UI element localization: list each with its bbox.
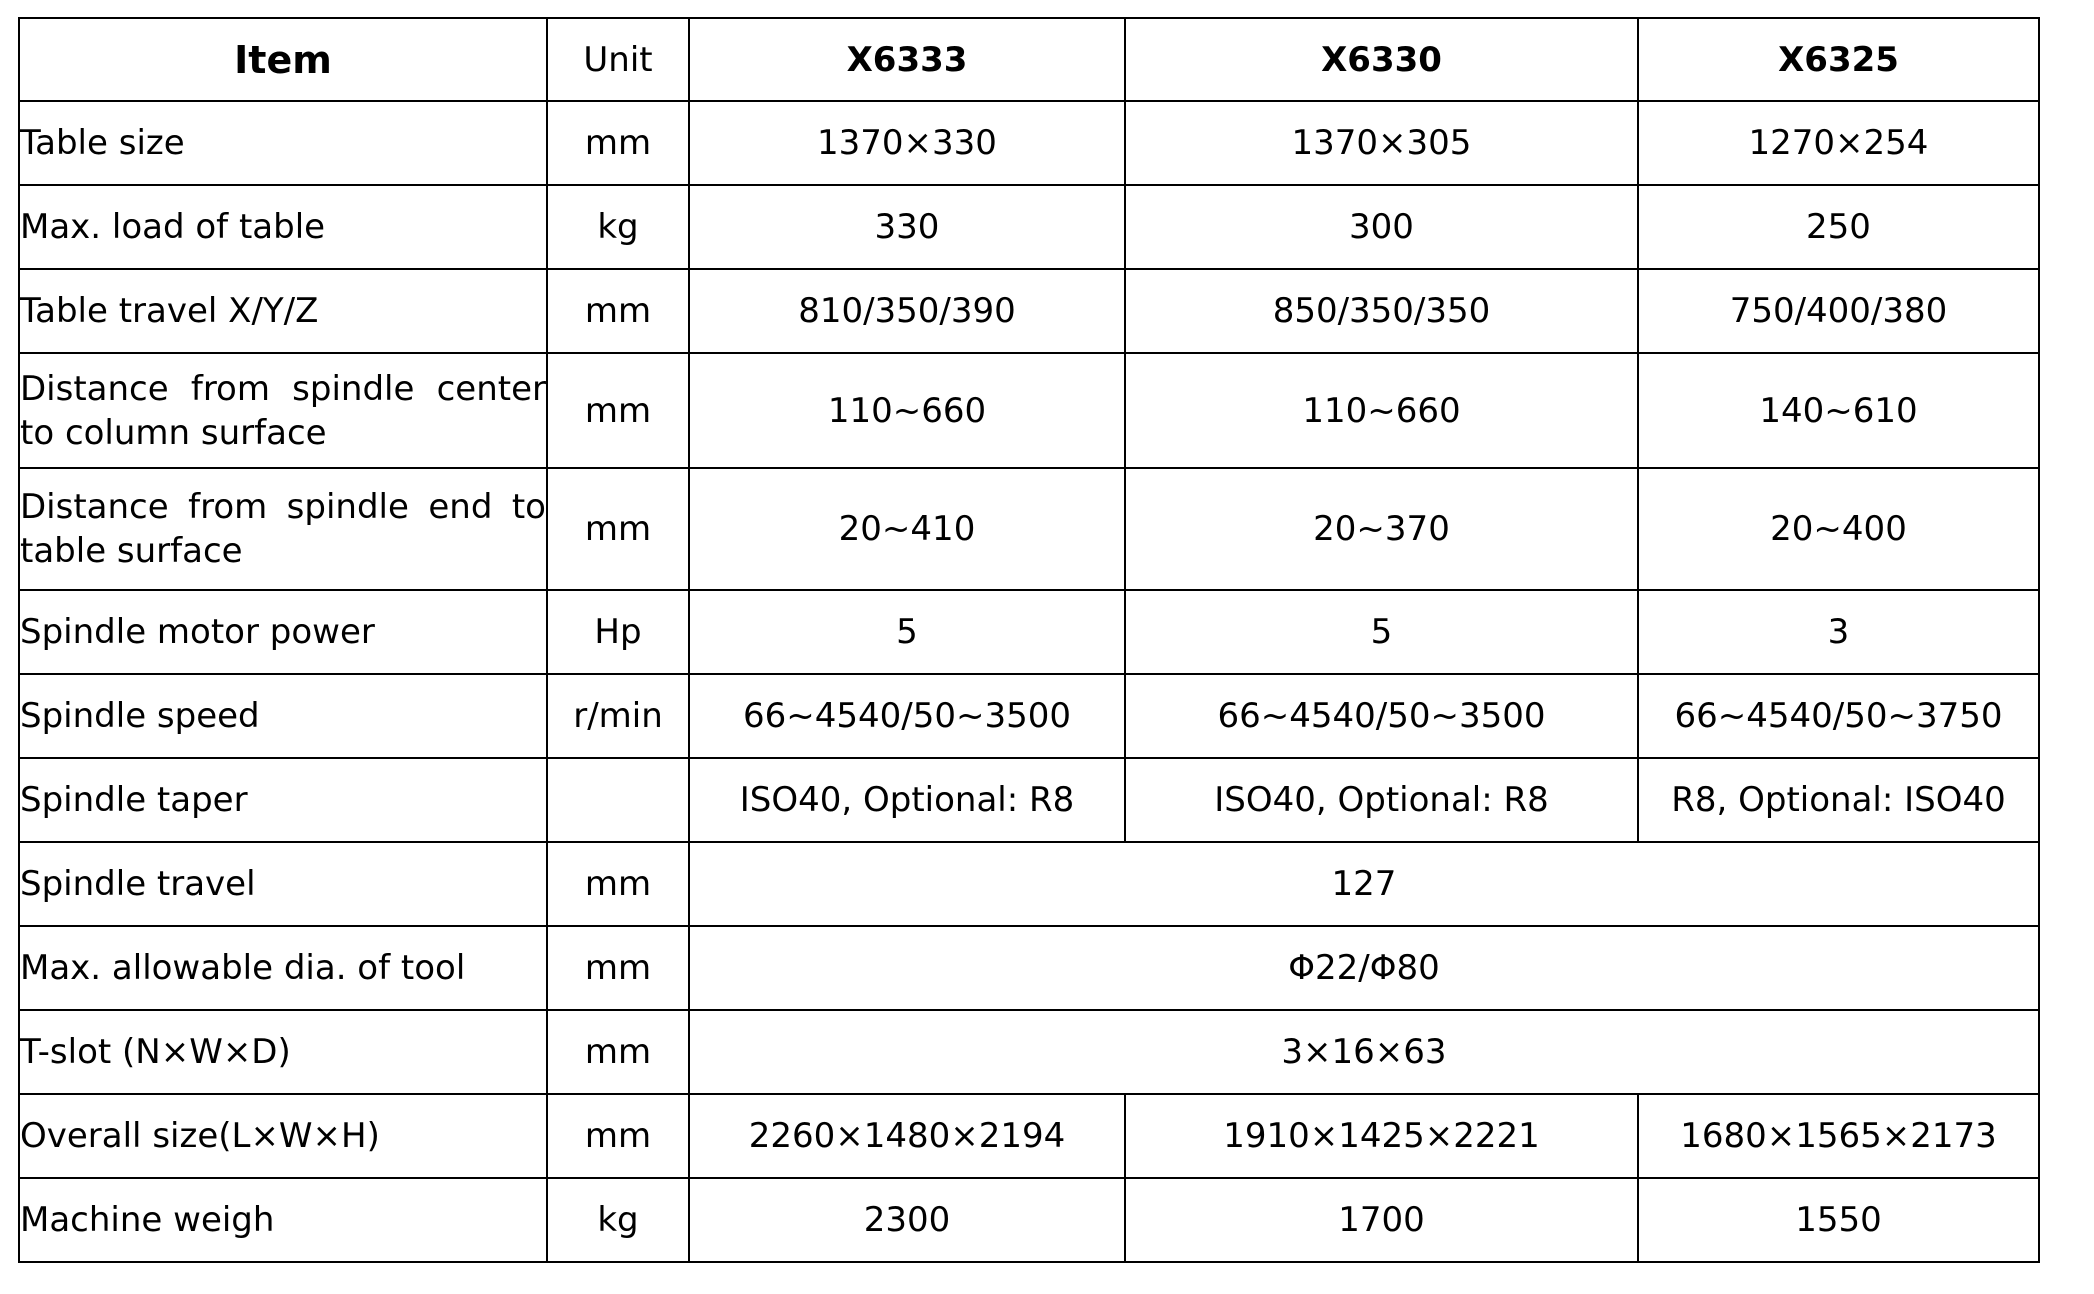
row-unit: mm — [547, 1010, 689, 1094]
header-model-x6333: X6333 — [689, 18, 1125, 101]
row-value: ISO40, Optional: R8 — [689, 758, 1125, 842]
table-row — [19, 674, 2039, 758]
row-value: 810/350/390 — [689, 269, 1125, 353]
table-row — [19, 1094, 2039, 1178]
row-value: 110~660 — [1125, 353, 1638, 468]
row-value: 20~400 — [1638, 468, 2039, 590]
row-value: 5 — [689, 590, 1125, 674]
row-value: 1910×1425×2221 — [1125, 1094, 1638, 1178]
table-row — [19, 926, 2039, 1010]
table-row — [19, 758, 2039, 842]
row-value: 1370×330 — [689, 101, 1125, 185]
row-value: 66~4540/50~3500 — [689, 674, 1125, 758]
table-row — [19, 468, 2039, 590]
table-row — [19, 1178, 2039, 1262]
row-value: 140~610 — [1638, 353, 2039, 468]
row-value: 750/400/380 — [1638, 269, 2039, 353]
row-unit: mm — [547, 353, 689, 468]
spec-table — [18, 17, 2040, 1263]
row-value-merged: Φ22/Φ80 — [689, 926, 2039, 1010]
row-item: Spindle travel — [19, 842, 547, 926]
row-item: Distance from spindle center to column surface — [19, 353, 547, 468]
row-item: Table travel X/Y/Z — [19, 269, 547, 353]
row-unit: mm — [547, 926, 689, 1010]
row-item: Spindle taper — [19, 758, 547, 842]
row-value: 300 — [1125, 185, 1638, 269]
header-item: Item — [19, 18, 547, 101]
row-unit: mm — [547, 842, 689, 926]
row-unit: mm — [547, 101, 689, 185]
row-item: Machine weigh — [19, 1178, 547, 1262]
table-row — [19, 269, 2039, 353]
row-unit: Hp — [547, 590, 689, 674]
row-item: Max. load of table — [19, 185, 547, 269]
row-item: Distance from spindle end to table surface — [19, 468, 547, 590]
header-unit: Unit — [547, 18, 689, 101]
row-value: 2300 — [689, 1178, 1125, 1262]
row-value: 66~4540/50~3750 — [1638, 674, 2039, 758]
row-item: Table size — [19, 101, 547, 185]
table-row — [19, 842, 2039, 926]
row-value: ISO40, Optional: R8 — [1125, 758, 1638, 842]
row-item: Spindle speed — [19, 674, 547, 758]
row-value: 3 — [1638, 590, 2039, 674]
row-value: 850/350/350 — [1125, 269, 1638, 353]
row-item: Overall size(L×W×H) — [19, 1094, 547, 1178]
row-unit: mm — [547, 468, 689, 590]
row-unit: kg — [547, 1178, 689, 1262]
row-value: 20~370 — [1125, 468, 1638, 590]
row-value: 110~660 — [689, 353, 1125, 468]
header-row — [19, 18, 2039, 101]
row-value: 250 — [1638, 185, 2039, 269]
row-value: 1680×1565×2173 — [1638, 1094, 2039, 1178]
table-row — [19, 185, 2039, 269]
row-unit: kg — [547, 185, 689, 269]
row-value: 1270×254 — [1638, 101, 2039, 185]
row-unit: mm — [547, 269, 689, 353]
row-item: T-slot (N×W×D) — [19, 1010, 547, 1094]
header-model-x6330: X6330 — [1125, 18, 1638, 101]
row-item: Max. allowable dia. of tool — [19, 926, 547, 1010]
row-value-merged: 127 — [689, 842, 2039, 926]
row-value: 20~410 — [689, 468, 1125, 590]
row-unit: mm — [547, 1094, 689, 1178]
row-value: 330 — [689, 185, 1125, 269]
row-value: 66~4540/50~3500 — [1125, 674, 1638, 758]
header-model-x6325: X6325 — [1638, 18, 2039, 101]
row-value: 1370×305 — [1125, 101, 1638, 185]
row-unit: r/min — [547, 674, 689, 758]
row-value: 1550 — [1638, 1178, 2039, 1262]
table-row — [19, 101, 2039, 185]
row-unit — [547, 758, 689, 842]
row-value: 5 — [1125, 590, 1638, 674]
row-item: Spindle motor power — [19, 590, 547, 674]
row-value: 2260×1480×2194 — [689, 1094, 1125, 1178]
row-value: 1700 — [1125, 1178, 1638, 1262]
table-row — [19, 353, 2039, 468]
table-row — [19, 1010, 2039, 1094]
row-value-merged: 3×16×63 — [689, 1010, 2039, 1094]
table-row — [19, 590, 2039, 674]
row-value: R8, Optional: ISO40 — [1638, 758, 2039, 842]
